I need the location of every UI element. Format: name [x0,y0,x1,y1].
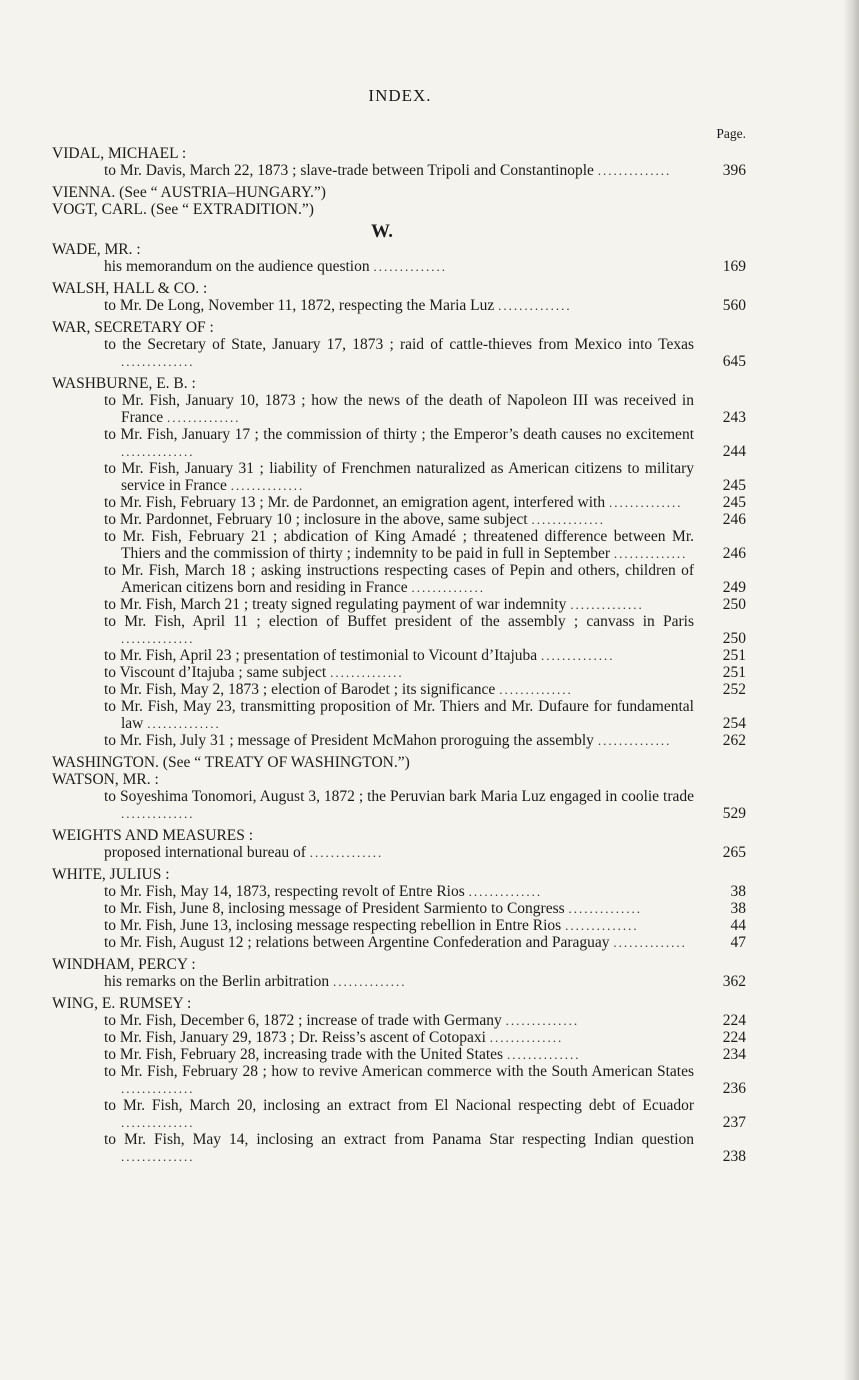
entry-text: to Mr. Fish, May 2, 1873 ; election of Barodet ; its significance .............. [104,681,573,698]
index-entry [52,844,752,861]
index-entry [52,1029,752,1046]
index-entry [52,162,752,179]
dot-leader: .............. [541,648,615,663]
page-number: 245 [722,477,746,494]
index-entry [52,596,752,613]
index-entry [52,681,752,698]
index-entry [52,258,752,275]
page-number: 265 [722,844,746,861]
dot-leader: .............. [597,733,672,748]
dot-leader: .............. [330,665,404,680]
entry-text: to Mr. Fish, May 14, inclosing an extract from Panama Star respecting Indian question .............. [104,1131,694,1164]
dot-leader: .............. [411,580,486,595]
dot-leader: .............. [121,631,195,646]
entry-text: his memorandum on the audience question .............. [104,258,447,275]
index-entry [52,1046,752,1063]
index-heading: WHITE, JULIUS : [52,866,170,883]
entry-text: to Mr. Fish, April 11 ; election of Buffet president of the assembly ; canvass in Paris .............. [104,613,694,646]
page-number: 236 [722,1080,746,1097]
index-entry [52,732,752,749]
index-entry [52,900,752,917]
index-heading: WALSH, HALL & CO. : [52,280,208,297]
entry-text: to Viscount d’Itajuba ; same subject .............. [104,664,404,681]
entry-text: to Mr. Fish, December 6, 1872 ; increase of trade with Germany .............. [104,1012,580,1029]
entry-text: to Mr. Fish, August 12 ; relations between Argentine Confederation and Paraguay .............. [104,934,687,951]
dot-leader: .............. [121,354,195,369]
index-heading: VIENNA. (See “ AUSTRIA–HUNGARY.”) [52,184,326,201]
entry-text: to Mr. Fish, May 23, transmitting proposition of Mr. Thiers and Mr. Dufaure for fundamental law .............. [104,698,694,732]
page-number: 249 [722,579,746,596]
dot-leader: .............. [121,1149,195,1164]
page-number: 244 [722,443,746,460]
entry-text: to Soyeshima Tonomori, August 3, 1872 ; the Peruvian bark Maria Luz engaged in coolie trade .............. [104,788,694,821]
entry-text: to Mr. Fish, February 28, increasing trade with the United States .............. [104,1046,581,1063]
page-number: 250 [722,596,746,613]
index-entry [52,613,752,647]
dot-leader: .............. [309,845,384,860]
page-number: 252 [722,681,746,698]
dot-leader: .............. [568,901,643,916]
index-heading: WING, E. RUMSEY : [52,995,192,1012]
entry-text: to Mr. Fish, June 13, inclosing message respecting rebellion in Entre Rios .............. [104,917,639,934]
index-entry [52,297,752,314]
dot-leader: .............. [468,884,543,899]
dot-leader: .............. [121,1115,195,1130]
dot-leader: .............. [121,444,195,459]
index-heading: WEIGHTS AND MEASURES : [52,827,254,844]
entry-text: to Mr. Fish, January 29, 1873 ; Dr. Reiss’s ascent of Cotopaxi .............. [104,1029,564,1046]
index-heading: WASHBURNE, E. B. : [52,375,196,392]
entry-text: to Mr. Fish, March 18 ; asking instructions respecting cases of Pepin and others, children of American citizens born and residing in France .............. [104,562,694,596]
index-entry [52,1012,752,1029]
dot-leader: .............. [373,259,447,274]
entry-text: to the Secretary of State, January 17, 1873 ; raid of cattle-thieves from Mexico into Texas .............. [104,336,694,369]
index-entry [52,647,752,664]
index-entry [52,1097,752,1131]
index-entry [52,460,752,494]
entry-text: to Mr. Fish, February 21 ; abdication of King Amadé ; threatened difference between Mr. Thiers and the commission of thirty ; indemnity to be paid in full in September .............. [104,528,694,562]
entry-text: to Mr. Fish, April 23 ; presentation of testimonial to Vicount d’Itajuba .............. [104,647,615,664]
entry-text: to Mr. Fish, March 20, inclosing an extract from El Nacional respecting debt of Ecuador .............. [104,1097,694,1130]
index-entry [52,664,752,681]
page-number: 251 [722,647,746,664]
page-number: 246 [722,545,746,562]
index-entry [52,1131,752,1165]
index-heading: WATSON, MR. : [52,771,159,788]
page-number: 245 [722,494,746,511]
page-number: 529 [722,805,746,822]
dot-leader: .............. [613,546,688,561]
index-entry [52,426,752,460]
index-entry [52,788,752,822]
dot-leader: .............. [230,478,305,493]
page-number: 262 [722,732,746,749]
page-number: 396 [722,162,746,179]
dot-leader: .............. [570,597,644,612]
page-number: 224 [722,1029,746,1046]
index-entry [52,973,752,990]
page-number: 224 [722,1012,746,1029]
dot-leader: .............. [147,716,221,731]
index-heading: VOGT, CARL. (See “ EXTRADITION.”) [52,201,314,218]
entry-text: to Mr. Pardonnet, February 10 ; inclosure in the above, same subject .............. [104,511,605,528]
entry-text: to Mr. Fish, February 28 ; how to revive American commerce with the South American States .............. [104,1063,694,1096]
index-entry [52,1063,752,1097]
index-entry [52,883,752,900]
dot-leader: .............. [531,512,605,527]
dot-leader: .............. [608,495,683,510]
dot-leader: .............. [121,1081,195,1096]
dot-leader: .............. [613,935,687,950]
entry-text: to Mr. Fish, May 14, 1873, respecting revolt of Entre Rios .............. [104,883,543,900]
index-entry [52,392,752,426]
index-entry [52,917,752,934]
entry-text: to Mr. Fish, January 10, 1873 ; how the news of the death of Napoleon III was received in France .............. [104,392,694,426]
page-number: 560 [722,297,746,314]
dot-leader: .............. [121,806,195,821]
dot-leader: .............. [333,974,407,989]
page-number: 238 [722,1148,746,1165]
dot-leader: .............. [565,918,639,933]
page-number: 38 [730,883,746,900]
dot-leader: .............. [597,163,672,178]
index-entry [52,336,752,370]
page-number: 645 [722,353,746,370]
index-content [52,145,752,1165]
index-entry [52,934,752,951]
page-number: 243 [722,409,746,426]
entry-text: to Mr. Fish, February 13 ; Mr. de Pardonnet, an emigration agent, interfered with .............. [104,494,683,511]
index-entry [52,511,752,528]
page-column-header: Page. [716,126,746,141]
entry-text: to Mr. Fish, January 31 ; liability of Frenchmen naturalized as American citizens to military service in France .............. [104,460,694,494]
entry-text: to Mr. De Long, November 11, 1872, respecting the Maria Luz .............. [104,297,572,314]
dot-leader: .............. [505,1013,580,1028]
page-number: 234 [722,1046,746,1063]
page-number: 44 [730,917,746,934]
page-number: 250 [722,630,746,647]
entry-text: to Mr. Fish, January 17 ; the commission of thirty ; the Emperor’s death causes no excitement .............. [104,426,694,459]
page-number: 362 [722,973,746,990]
page-number: 251 [722,664,746,681]
index-entry [52,698,752,732]
page-edge-shadow [843,0,859,1380]
entry-text: to Mr. Fish, March 21 ; treaty signed regulating payment of war indemnity .............. [104,596,644,613]
section-letter: W. [370,221,393,242]
dot-leader: .............. [506,1047,581,1062]
dot-leader: .............. [498,298,572,313]
entry-text: to Mr. Fish, June 8, inclosing message of President Sarmiento to Congress .............. [104,900,643,917]
entry-text: to Mr. Fish, July 31 ; message of President McMahon proroguing the assembly .............. [104,732,672,749]
page-number: 246 [722,511,746,528]
index-entry [52,528,752,562]
page-number: 237 [722,1114,746,1131]
page-number: 38 [730,900,746,917]
page-number: 47 [730,934,746,951]
entry-text: to Mr. Davis, March 22, 1873 ; slave-trade between Tripoli and Constantinople .............. [104,162,672,179]
entry-text: his remarks on the Berlin arbitration .............. [104,973,407,990]
index-heading: VIDAL, MICHAEL : [52,145,187,162]
index-heading: WAR, SECRETARY OF : [52,319,214,336]
page-number: 254 [722,715,746,732]
dot-leader: .............. [499,682,573,697]
index-entry [52,494,752,511]
dot-leader: .............. [489,1030,564,1045]
index-entry [52,562,752,596]
page-title: INDEX. [368,86,432,105]
index-heading: WINDHAM, PERCY : [52,956,196,973]
entry-text: proposed international bureau of .............. [104,844,384,861]
index-heading: WADE, MR. : [52,241,141,258]
page-number: 169 [722,258,746,275]
dot-leader: .............. [167,410,241,425]
index-heading: WASHINGTON. (See “ TREATY OF WASHINGTON.”) [52,754,410,771]
